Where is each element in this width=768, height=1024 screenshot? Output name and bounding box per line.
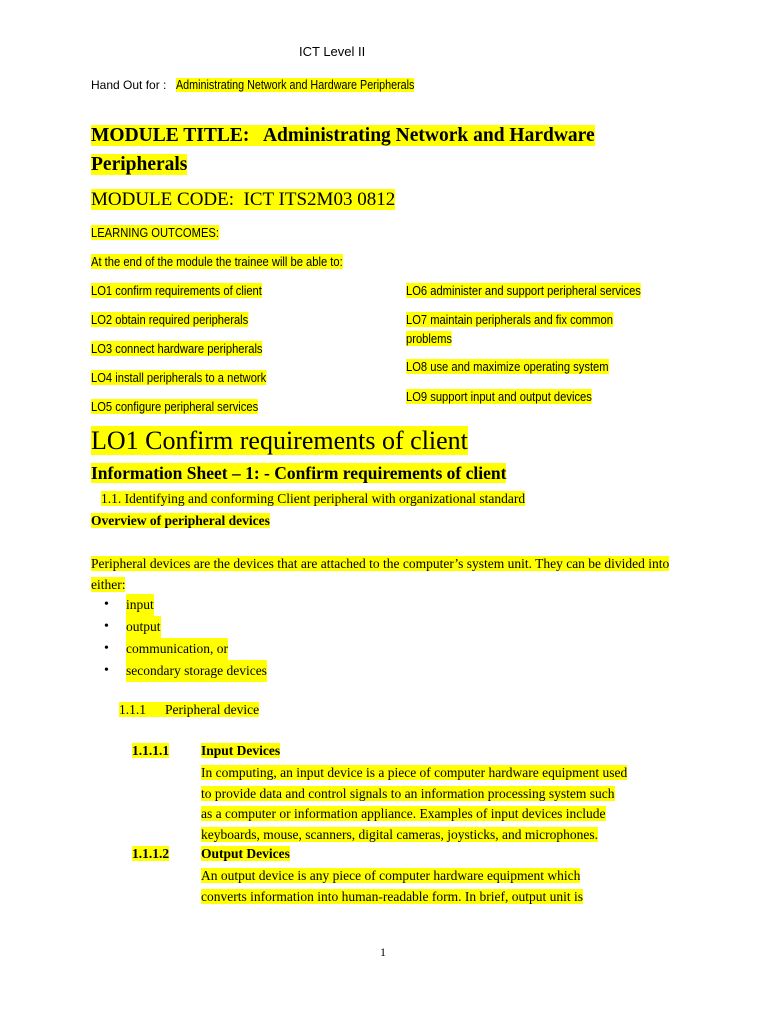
lo-item: LO2 obtain required peripherals [91, 312, 249, 327]
lo-item: LO5 configure peripheral services [91, 399, 259, 414]
input-devices-heading: Input Devices [201, 743, 281, 758]
lo-item: LO9 support input and output devices [406, 389, 592, 404]
output-devices-line: converts information into human-readable form. In brief, output unit is [201, 889, 584, 904]
bullet-icon: • [104, 619, 109, 634]
input-devices-line: keyboards, mouse, scanners, digital cameras, joysticks, and microphones. [201, 827, 599, 842]
bullet-icon: • [104, 597, 109, 612]
module-title-label: MODULE TITLE: [91, 125, 250, 146]
bullet-icon: • [104, 641, 109, 656]
lo-item: LO7 maintain peripherals and fix common [406, 312, 613, 327]
bullet-icon: • [104, 663, 109, 678]
lo-item: problems [406, 331, 452, 346]
lo-item: LO3 connect hardware peripherals [91, 341, 263, 356]
input-devices-line: to provide data and control signals to an information processing system such [201, 786, 615, 801]
list-item: • communication, or [104, 638, 267, 660]
input-devices-line: In computing, an input device is a piece of computer hardware equipment used [201, 765, 628, 780]
module-title-value: Administrating Network and Hardware Peripherals [91, 125, 595, 175]
lo-item: LO4 install peripherals to a network [91, 370, 267, 385]
module-code-label: MODULE CODE: [91, 189, 235, 210]
intro-paragraph: Peripheral devices are the devices that are attached to the computer’s system unit. They can be divided into either: [91, 556, 670, 592]
information-sheet-heading: Information Sheet – 1: - Confirm requirements of client [91, 463, 507, 483]
handout-line [91, 78, 453, 92]
page-number: 1 [380, 945, 386, 959]
list-item: • secondary storage devices [104, 660, 267, 682]
output-devices-line: An output device is any piece of computer hardware equipment which [201, 868, 581, 883]
section-title-lo1: LO1 Confirm requirements of client [91, 426, 468, 455]
device-type-list [104, 594, 267, 682]
lo-item: LO8 use and maximize operating system [406, 359, 609, 374]
section-number: 1.1.1 [119, 702, 146, 717]
section-title: Peripheral device [165, 702, 260, 717]
list-item: • output [104, 616, 267, 638]
output-devices-number: 1.1.1.2 [132, 846, 170, 861]
overview-heading: Overview of peripheral devices [91, 513, 270, 528]
subsection-1-1: 1.1. Identifying and conforming Client peripheral with organizational standard [101, 491, 526, 506]
lo-item: LO6 administer and support peripheral services [406, 283, 641, 298]
list-item: • input [104, 594, 267, 616]
input-devices-number: 1.1.1.1 [132, 743, 170, 758]
handout-label: Hand Out for : [91, 78, 167, 92]
section-1-1-1 [119, 702, 259, 718]
lo-item: LO1 confirm requirements of client [91, 283, 262, 298]
document-header-level: ICT Level II [299, 44, 366, 59]
input-devices-line: as a computer or information appliance. Examples of input devices include [201, 806, 606, 821]
learning-outcomes-intro: At the end of the module the trainee will be able to: [91, 254, 343, 269]
output-devices-heading: Output Devices [201, 846, 290, 861]
module-title [91, 121, 651, 179]
module-code [91, 189, 395, 211]
learning-outcomes-heading: LEARNING OUTCOMES: [91, 225, 219, 240]
module-code-value: ICT ITS2M03 0812 [243, 189, 396, 210]
handout-value: Administrating Network and Hardware Peripherals [175, 78, 415, 92]
